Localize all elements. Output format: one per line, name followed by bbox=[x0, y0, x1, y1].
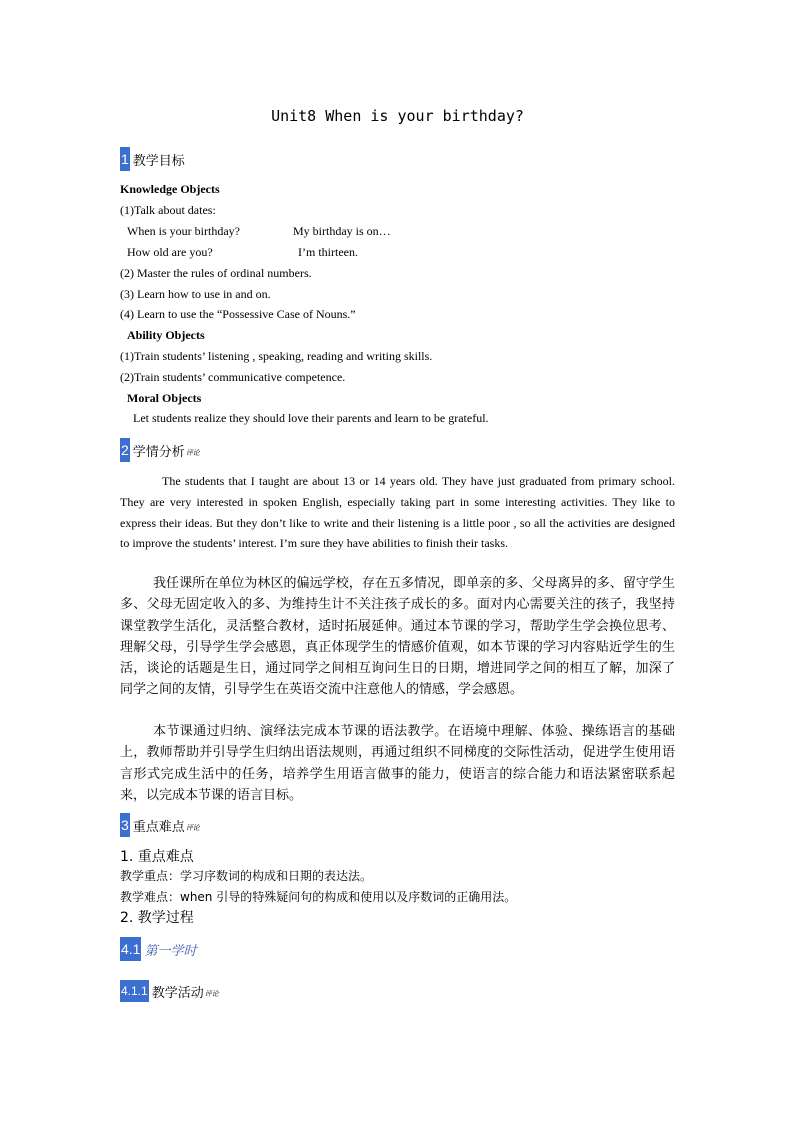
dialog-answer-1: My birthday is on… bbox=[293, 224, 391, 238]
objective-m1: Let students realize they should love their parents and learn to be grateful. bbox=[133, 411, 489, 425]
document-title: Unit8 When is your birthday? bbox=[271, 107, 524, 125]
moral-objects-heading: Moral Objects bbox=[127, 391, 202, 405]
objective-a2: (2)Train students’ communicative competence. bbox=[120, 370, 346, 384]
teaching-difficulty: 教学难点：when 引导的特殊疑问句的构成和使用以及序数词的正确用法。 bbox=[120, 890, 517, 904]
section-heading-4-1 bbox=[120, 937, 196, 961]
section-heading-1 bbox=[120, 147, 185, 171]
objective-k3: (3) Learn how to use in and on. bbox=[120, 287, 271, 301]
section-number: 1 bbox=[120, 147, 130, 171]
dialog-question-2: How old are you? bbox=[127, 245, 213, 259]
section-label: 学情分析 bbox=[132, 444, 185, 460]
section-label: 重点难点 bbox=[132, 819, 185, 835]
section-heading-4-1-1 bbox=[120, 979, 219, 1003]
keypoints-heading: 1. 重点难点 bbox=[120, 849, 194, 865]
objective-k4: (4) Learn to use the “Possessive Case of Nouns.” bbox=[120, 307, 356, 321]
dialog-question-1: When is your birthday? bbox=[127, 224, 240, 238]
section-heading-3 bbox=[120, 813, 200, 837]
analysis-paragraph-en: The students that I taught are about 13 or 14 years old. They have just graduated from primary school. They are very interested in spoken English, especially taking part in some interesting activities. They like to express their ideas. But they don’t like to write and their listening is a little poor , so all the activities are designed to improve the students’ interest. I’m sure they have abilities to finish their tasks. bbox=[120, 474, 675, 551]
ability-objects-heading: Ability Objects bbox=[127, 328, 205, 342]
section-number: 4.1.1 bbox=[120, 980, 149, 1002]
teaching-process-heading: 2. 教学过程 bbox=[120, 910, 194, 926]
teaching-focus: 教学重点：学习序数词的构成和日期的表达法。 bbox=[120, 869, 373, 883]
section-label: 教学活动 bbox=[151, 985, 204, 1001]
section-heading-2 bbox=[120, 438, 200, 462]
objective-k1: (1)Talk about dates: bbox=[120, 203, 216, 217]
section-label: 教学目标 bbox=[132, 153, 185, 169]
comment-marker[interactable]: 评论 bbox=[185, 824, 200, 832]
dialog-answer-2: I’m thirteen. bbox=[298, 245, 358, 259]
analysis-paragraph-cn-1: 我任课所在单位为林区的偏远学校，存在五多情况，即单亲的多、父母离异的多、留守学生多、父母无固定收入的多、为维持生计不关注孩子成长的多。面对内心需要关注的孩子，我坚持课堂教学生活化，灵活整合教材，适时拓展延伸。通过本节课的学习，帮助学生学会换位思考、理解父母，引导学生学会感恩，真正体现学生的情感价值观，如本节课的学习内容贴近学生的生活，谈论的话题是生日，通过同学之间相互询问生日的日期，增进同学之间的相互了解，加深了同学之间的友情，引导学生在英语交流中注意他人的情感，学会感恩。 bbox=[120, 576, 675, 698]
objective-k2: (2) Master the rules of ordinal numbers. bbox=[120, 266, 312, 280]
knowledge-objects-heading: Knowledge Objects bbox=[120, 182, 220, 196]
objective-a1: (1)Train students’ listening , speaking, reading and writing skills. bbox=[120, 349, 433, 363]
section-number: 3 bbox=[120, 813, 130, 837]
section-label: 第一学时 bbox=[144, 943, 197, 959]
analysis-paragraph-cn-2: 本节课通过归纳、演绎法完成本节课的语法教学。在语境中理解、体验、操练语言的基础上，教师帮助并引导学生归纳出语法规则，再通过组织不同梯度的交际性活动，促进学生使用语言形式完成生活中的任务，培养学生用语言做事的能力，使语言的综合能力和语法紧密联系起来，以完成本节课的语言目标。 bbox=[120, 724, 675, 803]
section-number: 4.1 bbox=[120, 937, 141, 961]
comment-marker[interactable]: 评论 bbox=[204, 990, 219, 998]
comment-marker[interactable]: 评论 bbox=[185, 449, 200, 457]
section-number: 2 bbox=[120, 438, 130, 462]
